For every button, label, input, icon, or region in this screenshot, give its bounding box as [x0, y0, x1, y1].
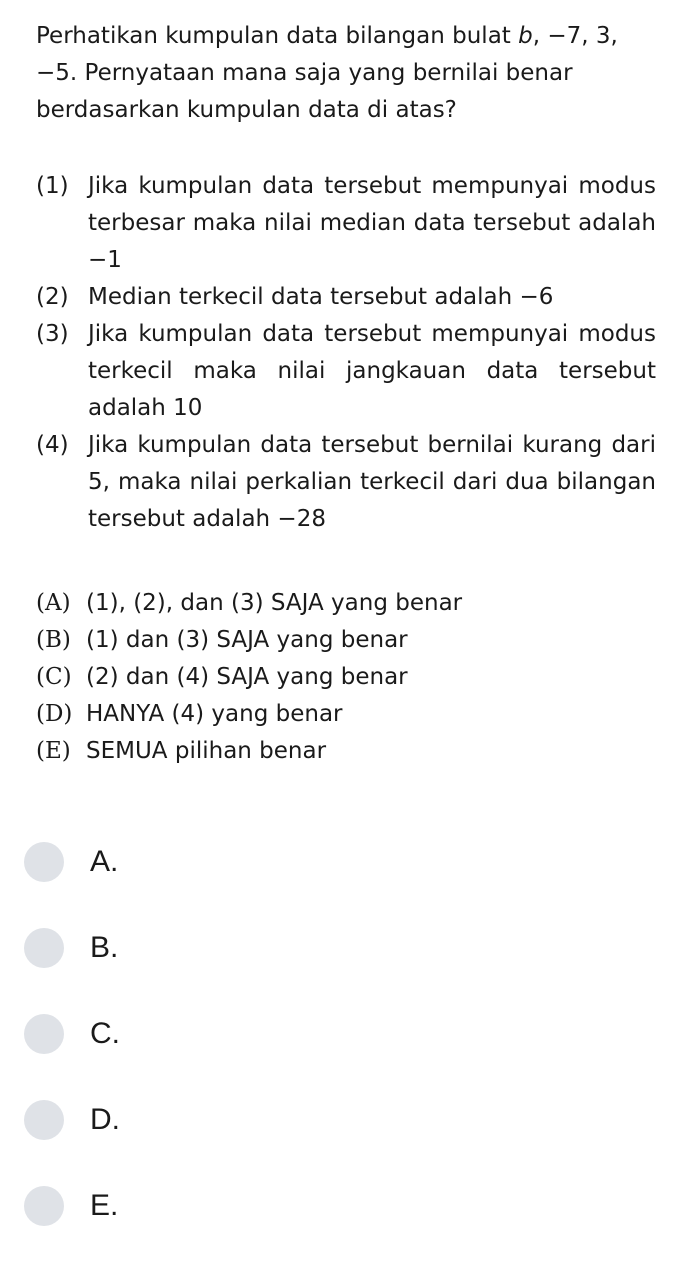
statement-text: Jika kumpulan data tersebut mempunyai modus terbesar maka nilai median data tersebut adalah −1	[88, 173, 656, 273]
statement-number: (1)	[36, 173, 69, 199]
choice-text: SEMUA pilihan benar	[86, 738, 327, 764]
choice-text: (1), (2), dan (3) SAJA yang benar	[86, 590, 463, 616]
choice-key: (E)	[36, 738, 71, 764]
statement-text: Jika kumpulan data tersebut mempunyai modus terkecil maka nilai jangkauan data tersebut adalah 10	[88, 321, 656, 421]
choice-item	[36, 585, 656, 622]
answer-label[interactable]: A.	[90, 845, 119, 878]
radio-button[interactable]	[24, 1186, 64, 1226]
radio-button[interactable]	[24, 1100, 64, 1140]
answer-label[interactable]: C.	[90, 1017, 120, 1050]
statement-item	[36, 279, 656, 316]
question-text	[36, 18, 656, 129]
statement-text: Jika kumpulan data tersebut bernilai kurang dari 5, maka nilai perkalian terkecil dari dua bilangan tersebut adalah −28	[88, 432, 656, 532]
choice-key: (D)	[36, 701, 73, 727]
choice-text: HANYA (4) yang benar	[86, 701, 343, 727]
answer-option-e[interactable]	[24, 1184, 644, 1270]
answer-option-c[interactable]	[24, 1012, 644, 1098]
choice-text: (2) dan (4) SAJA yang benar	[86, 664, 408, 690]
choice-item	[36, 733, 656, 770]
answer-label[interactable]: D.	[90, 1103, 120, 1136]
choice-text: (1) dan (3) SAJA yang benar	[86, 627, 408, 653]
choice-item	[36, 659, 656, 696]
answer-label[interactable]: E.	[90, 1189, 119, 1222]
choice-list	[36, 585, 656, 770]
statement-item	[36, 168, 656, 279]
answer-option-b[interactable]	[24, 926, 644, 1012]
radio-button[interactable]	[24, 842, 64, 882]
radio-button[interactable]	[24, 928, 64, 968]
choice-key: (C)	[36, 664, 72, 690]
variable-b: b	[518, 23, 533, 49]
statement-number: (2)	[36, 284, 69, 310]
statement-number: (4)	[36, 432, 69, 458]
choice-item	[36, 696, 656, 733]
answer-label[interactable]: B.	[90, 931, 119, 964]
question-line: Perhatikan kumpulan data bilangan bulat b, −7, 3,	[36, 23, 618, 49]
choice-item	[36, 622, 656, 659]
radio-button[interactable]	[24, 1014, 64, 1054]
question-line: −5. Pernyataan mana saja yang bernilai benar	[36, 60, 573, 86]
choice-key: (B)	[36, 627, 71, 653]
statement-text: Median terkecil data tersebut adalah −6	[88, 284, 554, 310]
statement-number: (3)	[36, 321, 69, 347]
statement-list	[36, 168, 656, 538]
choice-key: (A)	[36, 590, 71, 616]
answer-option-a[interactable]	[24, 840, 644, 926]
statement-item	[36, 316, 656, 427]
statement-item	[36, 427, 656, 538]
answer-option-d[interactable]	[24, 1098, 644, 1184]
answer-options	[24, 840, 644, 1270]
question-line: berdasarkan kumpulan data di atas?	[36, 97, 457, 123]
